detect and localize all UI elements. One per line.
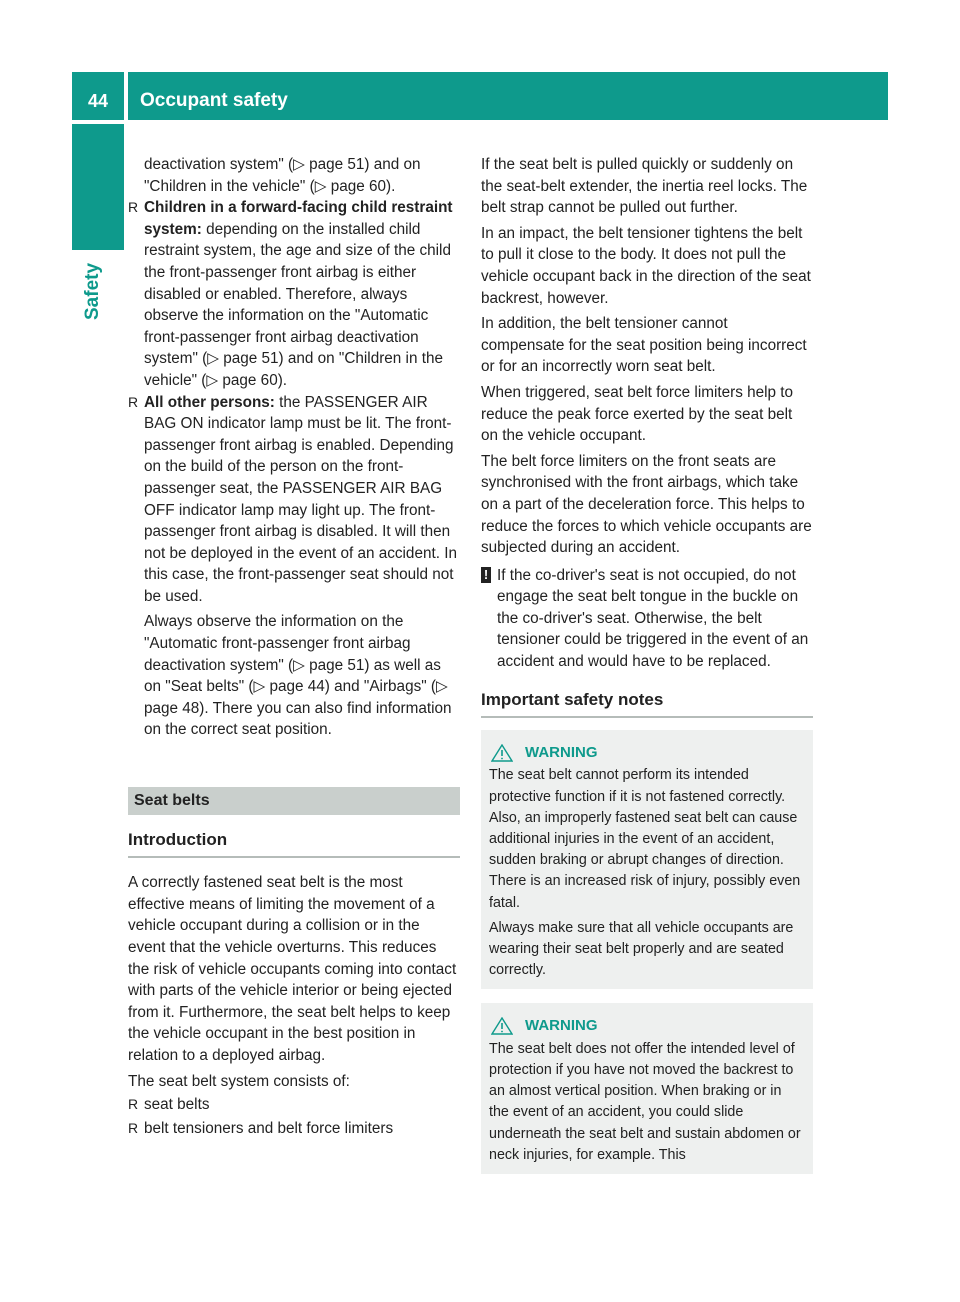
warning-text: Always make sure that all vehicle occupants are wearing their seat belt properly and are seated correctly.	[489, 919, 794, 979]
warning-header	[489, 1015, 805, 1036]
right-column	[481, 154, 813, 1174]
list-item-text-2: Always observe the information on the "Automatic front-passenger front airbag deactivation system" (▷ page 51) as well as on "Seat belts" (▷ page 44) and "Airbags" (▷ page 48). There you can also find information on the correct seat position.	[144, 613, 452, 739]
warning-header	[489, 742, 805, 763]
system-intro: The seat belt system consists of:	[128, 1072, 350, 1090]
paragraph: In addition, the belt tensioner cannot compensate for the seat position being incorrect or for an incorrectly worn seat belt.	[481, 315, 807, 376]
list-item	[128, 1094, 460, 1116]
warning-label: WARNING	[525, 744, 598, 762]
text-line: "Children in the vehicle" (▷ page 60).	[144, 177, 396, 195]
side-tab	[72, 124, 124, 250]
text-line: deactivation system" (▷ page 51) and on	[144, 156, 421, 173]
page-title: Occupant safety	[128, 72, 888, 120]
list-item-other-persons	[128, 392, 460, 742]
sub-heading-safety-notes: Important safety notes	[481, 689, 813, 719]
bullet-icon: R	[128, 199, 139, 216]
exclamation-icon: !	[481, 567, 491, 583]
list-item-text: seat belts	[144, 1096, 210, 1114]
bullet-icon: R	[128, 1119, 139, 1136]
warning-box	[481, 730, 813, 989]
notice-text: If the co-driver's seat is not occupied, do not engage the seat belt tongue in the buckle on the co-driver's seat. Otherwise, the belt tensioner could be triggered in the event of an accident and would have to be replaced.	[497, 566, 809, 671]
paragraph: When triggered, seat belt force limiters help to reduce the peak force exerted by the seat belt on the vehicle occupant.	[481, 383, 794, 445]
warning-triangle-icon	[491, 1017, 513, 1035]
warning-label: WARNING	[525, 1017, 598, 1035]
intro-paragraph: A correctly fastened seat belt is the most effective means of limiting the movement of a vehicle occupant during a collision or in the event that the vehicle overturns. This reduces the risk of vehicle occupants coming into contact with parts of the vehicle interior or being ejected from it. Furthermore, the seat belt helps to keep the vehicle occupant in the best position in relation to a deployed airbag.	[128, 874, 457, 1064]
list-item-text: belt tensioners and belt force limiters	[144, 1119, 394, 1137]
section-title: Seat belts	[128, 787, 460, 815]
list-item-lead: Children in a forward-facing child restraint system:	[144, 199, 453, 238]
warning-text: The seat belt does not offer the intended level of protection if you have not moved the backrest to an almost vertical position. When braking or in the event of an accident, you could slide underneath the seat belt and sustain abdomen or neck injuries, for example. This	[489, 1040, 801, 1163]
sub-heading-introduction: Introduction	[128, 829, 460, 859]
warning-box	[481, 1003, 813, 1173]
list-item-text: the PASSENGER AIR BAG ON indicator lamp must be lit. The front-passenger front airbag is enabled. Depending on the build of the person on the front-passenger seat, the PASSENGER AIR BAG OFF indicator lamp may light up. The front-passenger front airbag is disabled. It will then not be deployed in the event of an accident. In this case, the front-passenger seat should not be used.	[144, 393, 457, 605]
paragraph: In an impact, the belt tensioner tightens the belt to pull it close to the body. It does not pull the vehicle occupant back in the direction of the seat backrest, however.	[481, 224, 811, 307]
warning-triangle-icon	[491, 744, 513, 762]
side-section-label: Safety	[82, 262, 103, 320]
left-column	[128, 154, 460, 1139]
bullet-icon: R	[128, 393, 139, 410]
page-number: 44	[72, 72, 124, 120]
warning-text: The seat belt cannot perform its intended protective function if it is not fastened correctly. Also, an improperly fastened seat belt can cause additional injuries in the event of an accident, sudden braking or abrupt changes of direction. There is an increased risk of injury, possibly even fatal.	[489, 767, 801, 911]
list-item-lead: All other persons:	[144, 393, 275, 411]
notice-block	[481, 565, 813, 673]
continued-text	[128, 154, 460, 197]
paragraph: If the seat belt is pulled quickly or suddenly on the seat-belt extender, the inertia reel locks. The belt strap cannot be pulled out further.	[481, 156, 808, 217]
bullet-icon: R	[128, 1096, 139, 1113]
list-item-text: depending on the installed child restraint system, the age and size of the child the front-passenger front airbag is either disabled or enabled. Therefore, always observe the information on the "Automatic front-passenger front airbag deactivation system" (▷ page 51) and on "Children in the vehicle" (▷ page 60).	[144, 220, 451, 389]
paragraph: The belt force limiters on the front seats are synchronised with the front airbags, which take on a part of the deceleration force. This helps to reduce the forces to which vehicle occupants are subjected during an accident.	[481, 452, 812, 557]
list-item-forward-facing	[128, 197, 460, 391]
list-item	[128, 1118, 460, 1140]
